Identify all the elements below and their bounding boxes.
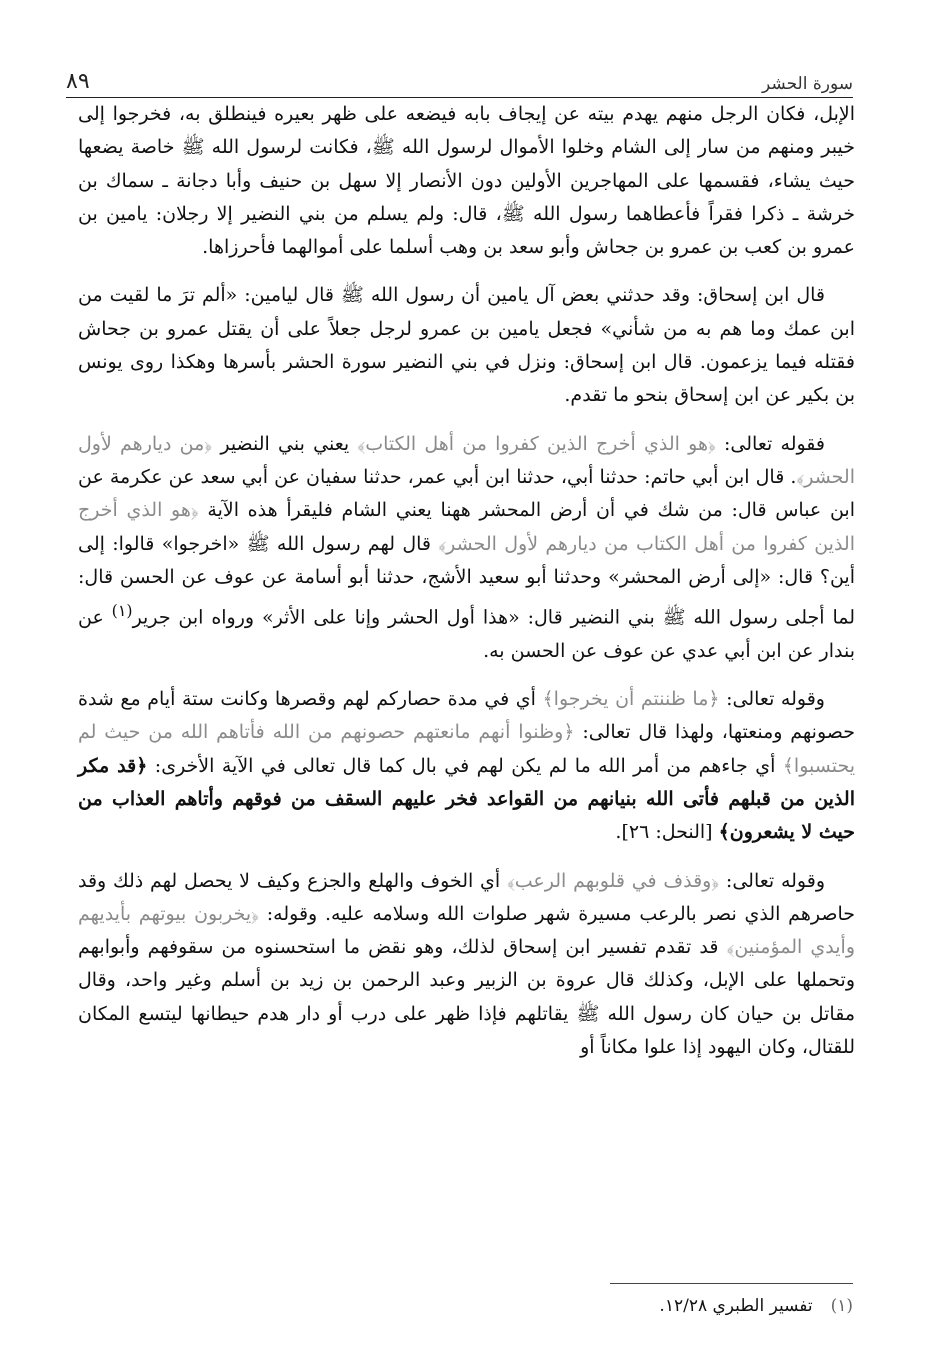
- quran-verse: ﴿وظنوا أنهم مانعتهم حصونهم من الله فأتاهم الله من حيث لم يحتسبوا﴾: [78, 721, 855, 777]
- quran-verse: ﴿ما ظننتم أن يخرجوا﴾: [542, 688, 720, 711]
- quran-verse: ﴿يخربون بيوتهم بأيديهم وأيدي المؤمنين﴾: [78, 902, 856, 959]
- footnote: [78, 1292, 853, 1320]
- quran-verse: ﴿وقذف في قلوبهم الرعب﴾: [506, 869, 720, 892]
- paragraph-2: قال ابن إسحاق: وقد حدثني بعض آل يامين أن رسول الله ﷺ قال ليامين: «ألم ترَ ما لقيت من ابن عمك وما هم به من شأني» فجعل يامين بن عمرو لرجل جعلاً على أن يقتل عمرو بن جحاش فقتله فيما يزعمون. قال ابن إسحاق: ونزل في بني النضير سورة الحشر بأسرها وهكذا روى يونس بن بكير عن ابن إسحاق بنحو ما تقدم.: [78, 284, 855, 407]
- text-span: أي الخوف والهلع والجزع وكيف لا يحصل لهم ذلك وقد حاصرهم الذي نصر بالرعب مسيرة شهر صلوات الله وسلامه عليه. وقوله:: [78, 869, 855, 925]
- paragraph-1: الإبل، فكان الرجل منهم يهدم بيته عن إيجاف بابه فيضعه على ظهر بعيره فينطلق به، فخرجوا إلى خيبر ومنهم من سار إلى الشام وخلوا الأموال لرسول الله ﷺ، فكانت لرسول الله ﷺ خاصة يضعها حيث يشاء، فقسمها على المهاجرين الأولين دون الأنصار إلا سهل بن حنيف وأبا دجانة ـ سماك بن خرشة ـ ذكرا فقراً فأعطاهما رسول الله ﷺ، قال: ولم يسلم من بني النضير إلا رجلان: يامين بن عمرو بن كعب بن عمرو بن جحاش وأبو سعد بن وهب أسلما على أموالهما فأحرزاها.: [78, 103, 855, 259]
- footnote-separator: [610, 1283, 853, 1284]
- page-number: ٨٩: [66, 69, 90, 94]
- text-span: وقوله تعالى:: [719, 688, 825, 711]
- text-span: أي جاءهم من أمر الله ما لم يكن لهم في بال كما قال تعالى في الآية الأخرى:: [147, 754, 783, 777]
- main-text: [78, 98, 855, 1079]
- text-span: قد تقدم تفسير ابن إسحاق لذلك، وهو نقض ما استحسنوه من سقوفهم وأبوابهم وتحملها على الإبل، وكذلك قال عروة بن الزبير وعبد الرحمن بن زيد بن أسلم وغير واحد، وقال مقاتل بن حيان كان رسول الله ﷺ يقاتلهم فإذا ظهر على درب أو دار هدم حيطانها ليتسع المكان للقتال، وكان اليهود إذا علوا مكاناً أو: [78, 936, 855, 1059]
- footnote-reference: (١): [111, 601, 133, 621]
- text-span: عن بندار عن ابن أبي عدي عن عوف عن الحسن به.: [78, 606, 855, 662]
- text-span: [النحل: ٢٦].: [615, 821, 719, 844]
- footnote-text: تفسير الطبري ١٢/٢٨.: [659, 1296, 813, 1316]
- paragraph-5: [78, 865, 855, 1065]
- quran-verse: ﴿هو الذي أخرج الذين كفروا من أهل الكتاب﴾: [357, 432, 716, 455]
- page-header: [66, 54, 853, 94]
- quran-verse: ﴿هو الذي أخرج الذين كفروا من أهل الكتاب من ديارهم لأول الحشر﴾: [78, 499, 855, 555]
- quran-verse-bold: ﴿قد مكر الذين من قبلهم فأتى الله بنيانهم من القواعد فخر عليهم السقف من فوقهم وأتاهم العذاب من حيث لا يشعرون﴾: [78, 754, 855, 844]
- text-span: أي في مدة حصاركم لهم وقصرها وكانت ستة أيام مع شدة حصونهم ومنعتها، ولهذا قال تعالى:: [78, 688, 856, 744]
- paragraph-4: [78, 683, 855, 849]
- paragraph-3: [78, 428, 855, 668]
- quran-verse: ﴿من ديارهم لأول الحشر﴾: [78, 432, 855, 488]
- running-title: سورة الحشر: [762, 74, 853, 94]
- text-span: قال لهم رسول الله ﷺ «اخرجوا» قالوا: إلى أين؟ قال: «إلى أرض المحشر» وحدثنا أبو سعيد الأشج، حدثنا أبو أسامة عن عوف عن الحسن قال: لما أجلى رسول الله ﷺ بني النضير قال: «هذا أول الحشر وإنا على الأثر» ورواه ابن جرير: [78, 532, 856, 629]
- text-span: فقوله تعالى:: [715, 432, 825, 455]
- text-span: يعني بني النضير: [212, 432, 358, 455]
- text-span: . قال ابن أبي حاتم: حدثنا أبي، حدثنا ابن أبي عمر، حدثنا سفيان عن أبي سعد عن عكرمة عن ابن عباس قال: من شك في أن أرض المحشر ههنا يعني الشام فليقرأ هذه الآية: [78, 465, 855, 522]
- text-span: وقوله تعالى:: [719, 869, 826, 892]
- footnote-number: (١): [830, 1296, 853, 1316]
